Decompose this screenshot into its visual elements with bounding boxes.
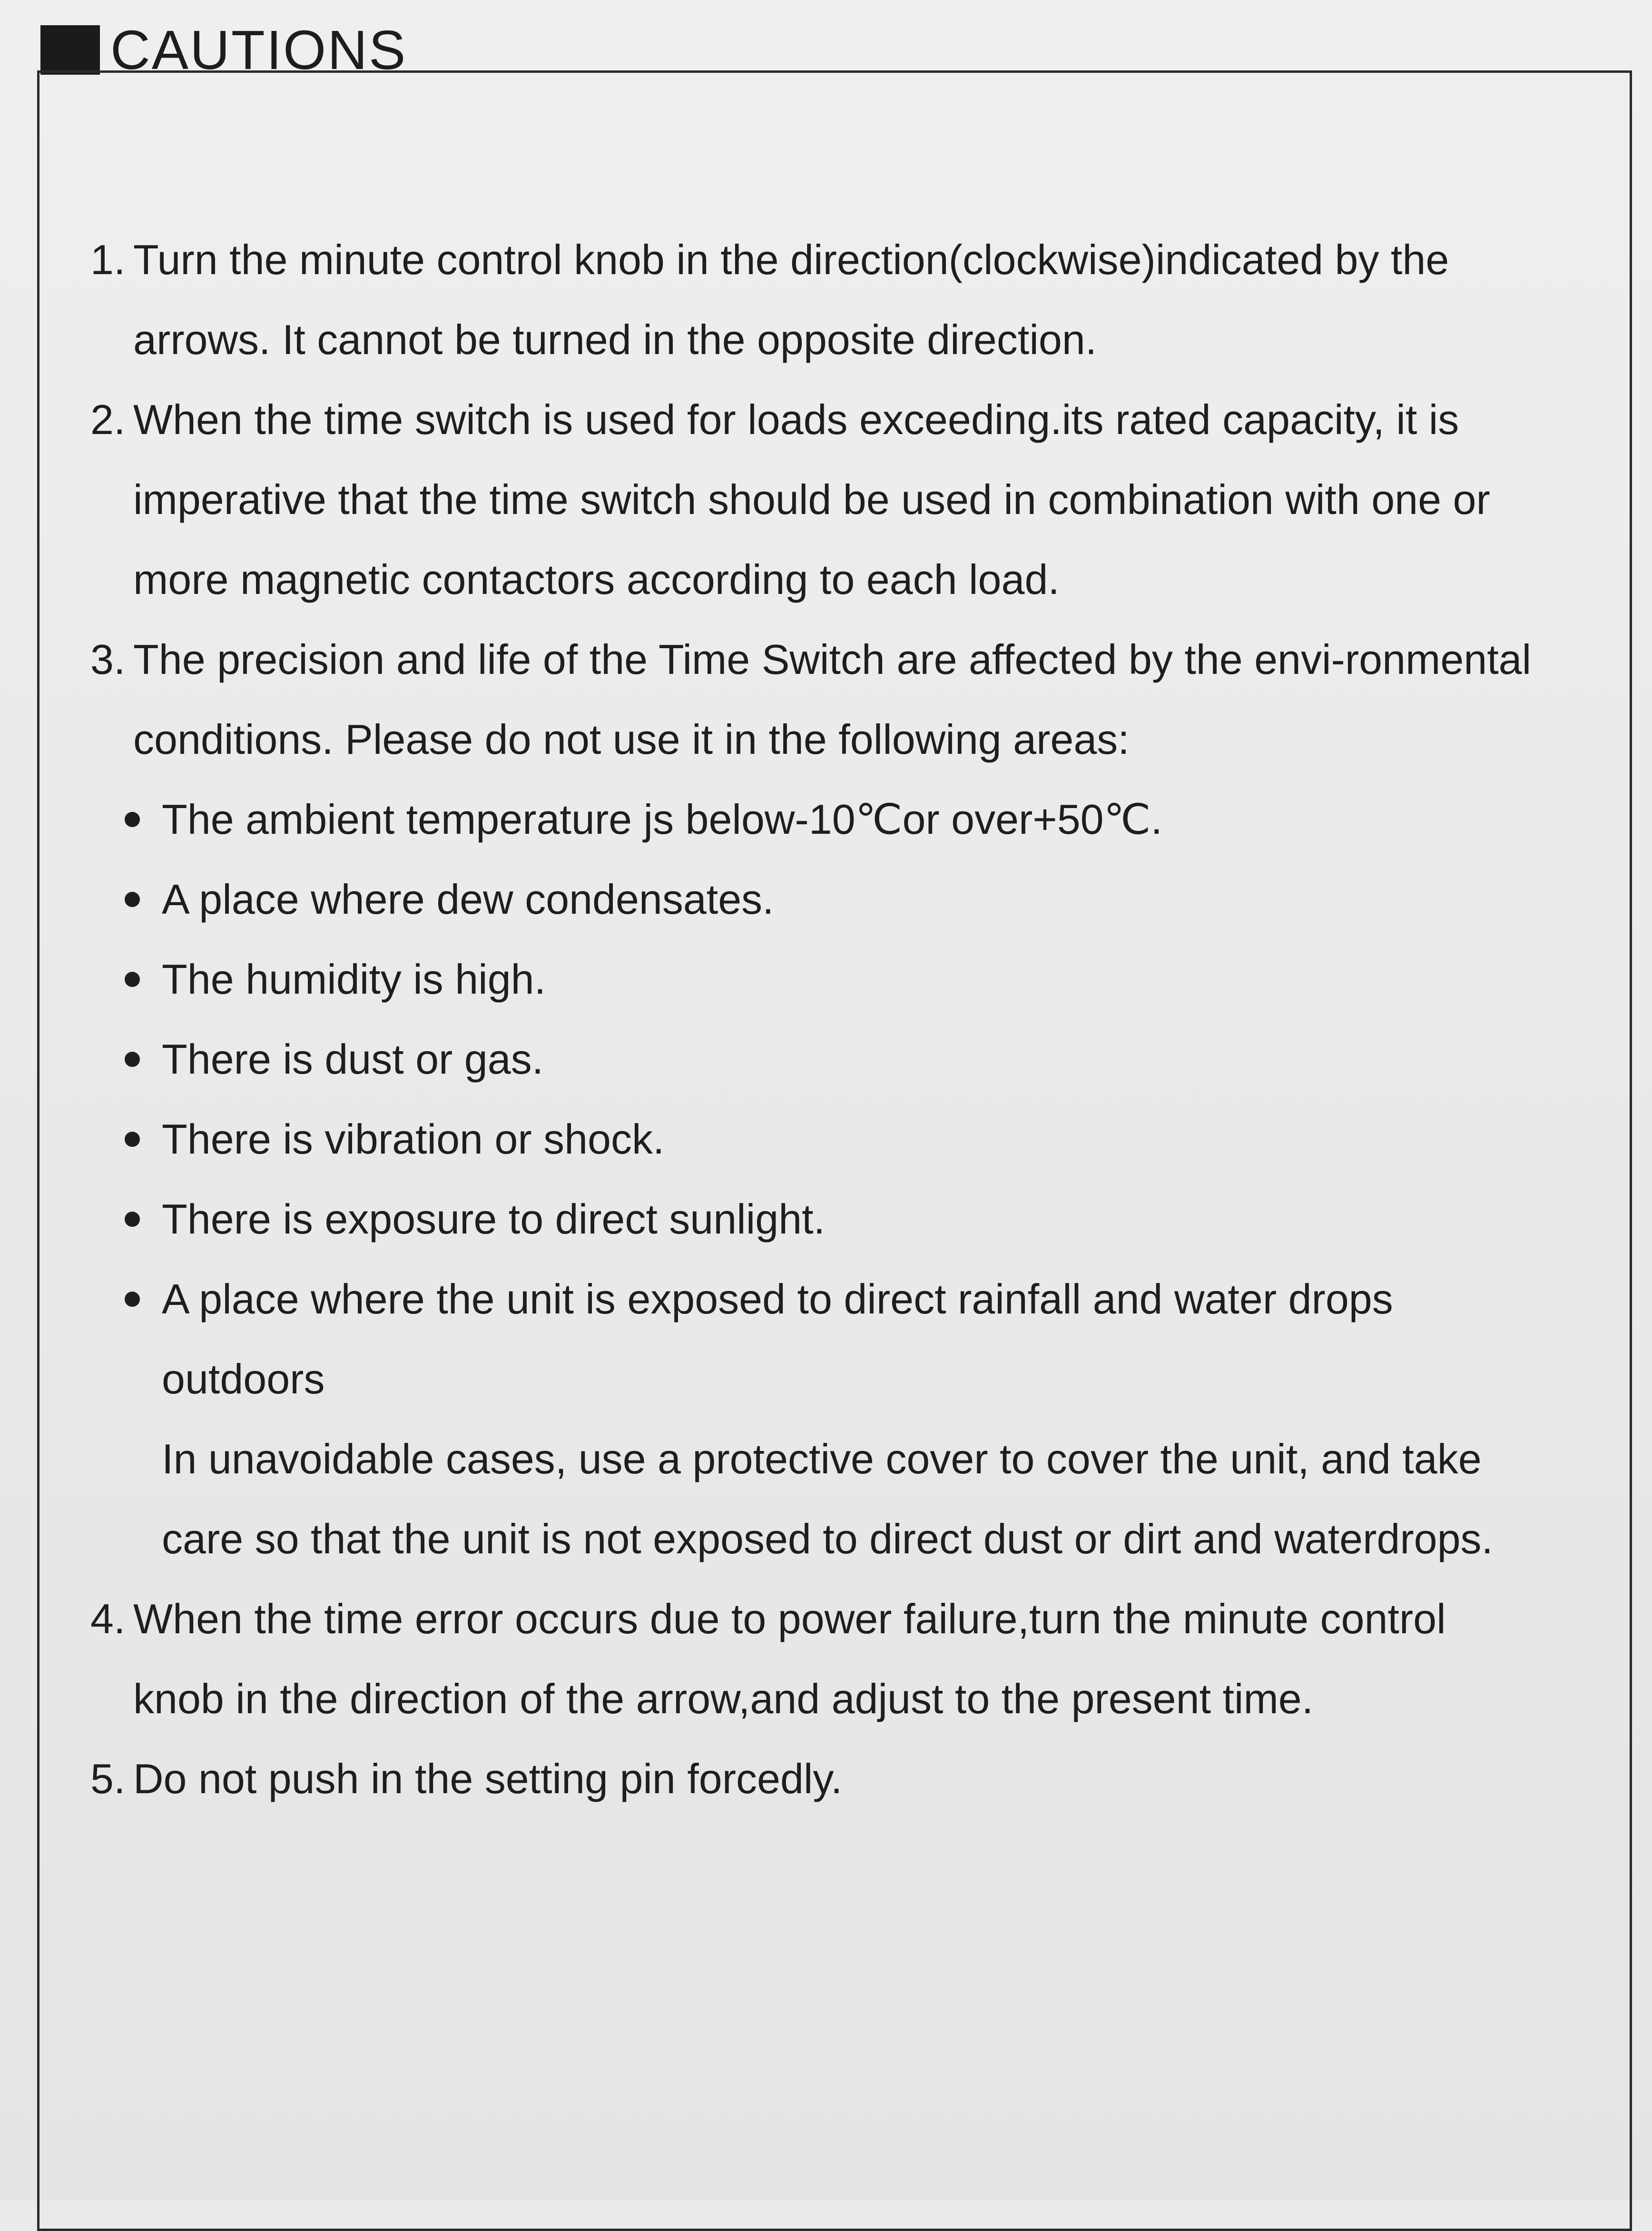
bullet-icon — [125, 1212, 140, 1227]
cautions-content — [90, 220, 1542, 1819]
condition-item — [90, 939, 1542, 1019]
bullet-icon — [125, 1132, 140, 1147]
condition-text: A place where the unit is exposed to direct rainfall and water drops outdoors — [162, 1275, 1393, 1402]
caution-item-2 — [90, 380, 1542, 620]
condition-item — [90, 1019, 1542, 1099]
condition-item — [90, 780, 1542, 859]
condition-item — [90, 1259, 1542, 1419]
bullet-icon — [125, 1052, 140, 1067]
header-square-marker — [40, 25, 100, 75]
caution-item-1 — [90, 220, 1542, 380]
condition-text: There is exposure to direct sunlight. — [162, 1195, 826, 1243]
caution-note: In unavoidable cases, use a protective cover to cover the unit, and take care so that the unit is not exposed to direct dust or dirt and waterdrops. — [162, 1435, 1493, 1562]
caution-item-4 — [90, 1579, 1542, 1739]
condition-item — [90, 1179, 1542, 1259]
condition-text: There is vibration or shock. — [162, 1116, 665, 1163]
caution-number: 1. — [90, 236, 126, 283]
bullet-icon — [125, 892, 140, 907]
caution-text: When the time switch is used for loads exceeding.its rated capacity, it is imperative that the time switch should be used in combination with one or more magnetic contactors according to each load. — [133, 396, 1490, 603]
condition-text: A place where dew condensates. — [162, 876, 774, 923]
condition-text: There is dust or gas. — [162, 1036, 544, 1083]
caution-text: When the time error occurs due to power failure,turn the minute control knob in the direction of the arrow,and adjust to the present time. — [133, 1595, 1446, 1722]
caution-number: 5. — [90, 1755, 126, 1802]
condition-item — [90, 1099, 1542, 1179]
bullet-icon — [125, 1292, 140, 1307]
caution-number: 4. — [90, 1595, 126, 1642]
caution-text: Turn the minute control knob in the direction(clockwise)indicated by the arrows. It cannot be turned in the opposite direction. — [133, 236, 1449, 363]
condition-text: The ambient temperature js below-10℃or over+50℃. — [162, 796, 1162, 843]
condition-text: The humidity is high. — [162, 956, 546, 1003]
caution-item-3 — [90, 620, 1542, 780]
caution-number: 2. — [90, 396, 126, 443]
caution-text: The precision and life of the Time Switch are affected by the envi-ronmental conditions. Please do not use it in the following areas: — [133, 636, 1532, 763]
condition-item — [90, 859, 1542, 939]
bullet-icon — [125, 972, 140, 987]
section-title: CAUTIONS — [110, 19, 407, 81]
bullet-icon — [125, 812, 140, 827]
caution-item-5 — [90, 1739, 1542, 1819]
caution-text: Do not push in the setting pin forcedly. — [133, 1755, 843, 1802]
caution-number: 3. — [90, 636, 126, 683]
condition-list — [90, 780, 1542, 1419]
